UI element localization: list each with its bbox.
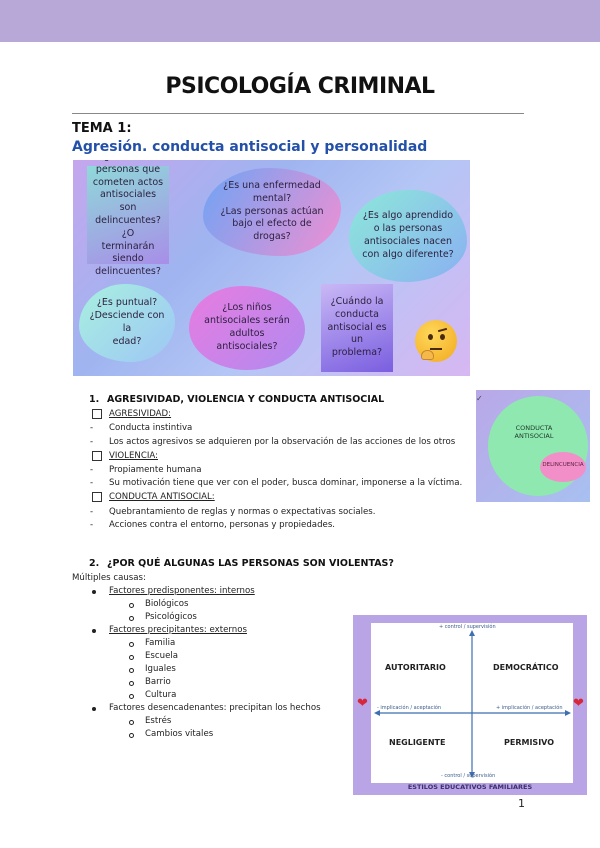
antisocial-label-line: CONDUCTA: [515, 424, 553, 432]
sub-bullet-marker: [129, 603, 134, 608]
tema-label: TEMA 1:: [72, 121, 132, 136]
q6-line: ¿Cuándo la: [330, 295, 384, 307]
styles-caption: ESTILOS EDUCATIVOS FAMILIARES: [407, 783, 533, 791]
q6-line: problema?: [331, 347, 383, 359]
section-2-heading: [89, 558, 394, 569]
bullet-marker: [92, 629, 96, 633]
factor-item: Iguales: [145, 664, 176, 674]
q3-line: ¿Es algo aprendido: [362, 210, 454, 222]
axis-label-bottom: - control / supervisión: [441, 773, 496, 779]
broken-heart-icon: ❤: [357, 696, 368, 711]
factor-label: Factores predisponentes: internos: [109, 586, 255, 596]
axis-label-left: - implicación / aceptación: [377, 705, 442, 711]
antisocial-label: [504, 424, 564, 441]
factor-item: Biológicos: [145, 599, 189, 609]
list-item: Acciones contra el entorno, personas y propiedades.: [109, 520, 336, 530]
q1-line: delincuentes?: [95, 266, 161, 278]
factor-item: Barrio: [145, 677, 171, 687]
checkbox-icon: [92, 409, 102, 419]
page-number: 1: [518, 797, 525, 810]
q1-line: personas que: [95, 163, 161, 175]
sub-bullet-marker: [129, 668, 134, 673]
top-color-band: [0, 0, 600, 42]
sub-bullet-marker: [129, 642, 134, 647]
section-2-number: 2.: [89, 558, 100, 569]
quadrant-democratico: DEMOCRÁTICO: [493, 663, 559, 672]
checkbox-icon: [92, 451, 102, 461]
axis-arrow-up: [469, 630, 475, 636]
thinking-face-icon: [415, 320, 457, 362]
dash-marker: -: [90, 478, 94, 488]
axis-arrow-right: [565, 710, 571, 716]
section-1-number: 1.: [89, 394, 100, 405]
title-divider: [72, 113, 524, 114]
quadrant-autoritario: AUTORITARIO: [385, 663, 446, 672]
q5-line: ¿Los niños: [222, 302, 272, 314]
heart-icon: ❤: [573, 696, 584, 711]
question-card-1: [87, 163, 169, 278]
list-item: Conducta instintiva: [109, 423, 193, 433]
q3-line: antisociales nacen: [363, 236, 453, 247]
factor-item: Escuela: [145, 651, 179, 661]
sub-bullet-marker: [129, 655, 134, 660]
factor-item: Cambios vitales: [145, 729, 214, 739]
dash-marker: -: [90, 507, 94, 517]
factor-item: Cultura: [145, 690, 177, 700]
quadrant-negligente: NEGLIGENTE: [389, 738, 446, 747]
sub-bullet-marker: [129, 681, 134, 686]
list-item: Quebrantamiento de reglas y normas o expectativas sociales.: [109, 507, 376, 517]
bullet-marker: [92, 590, 96, 594]
delincuencia-label: DELINCUENCIA: [542, 462, 584, 468]
q4-line: ¿Desciende con la: [89, 310, 165, 334]
q5-line: adultos antisociales?: [216, 328, 278, 352]
list-item: Propiamente humana: [109, 465, 202, 475]
q1-line: antisociales son: [99, 189, 157, 214]
antisocial-label-line: ANTISOCIAL: [514, 432, 554, 441]
q2-line: ¿Es una enfermedad: [223, 179, 321, 191]
sub-bullet-marker: [129, 616, 134, 621]
q6-line: conducta: [335, 308, 379, 320]
q2-line: bajo el efecto de drogas?: [232, 218, 312, 243]
sub-bullet-marker: [129, 733, 134, 738]
group-label-agresividad: AGRESIVIDAD:: [109, 409, 172, 419]
q3-line: con algo diferente?: [362, 248, 454, 260]
dash-marker: -: [90, 437, 94, 447]
section-1-title: AGRESIVIDAD, VIOLENCIA Y CONDUCTA ANTISOCIAL: [107, 394, 385, 405]
q2-line: mental?: [252, 192, 292, 204]
section-2-title: ¿POR QUÉ ALGUNAS LAS PERSONAS SON VIOLENTAS?: [107, 558, 394, 569]
sub-bullet-marker: [129, 720, 134, 725]
document-title: PSICOLOGÍA CRIMINAL: [165, 74, 435, 99]
delincuencia-circle: [540, 452, 586, 482]
parenting-styles-diagram: [353, 615, 587, 795]
axis-label-top: + control / supervisión: [439, 624, 496, 630]
section-1-heading: [89, 394, 384, 405]
question-bubble-2: [203, 168, 341, 256]
tema-subtitle: Agresión. conducta antisocial y personalidad: [72, 139, 428, 155]
q4-line: edad?: [112, 335, 142, 347]
group-label-violencia: VIOLENCIA:: [109, 451, 158, 461]
axes-graphic: [371, 623, 573, 783]
q5-line: antisociales serán: [204, 315, 290, 327]
bullet-marker: [92, 707, 96, 711]
list-item: Los actos agresivos se adquieren por la observación de las acciones de los otros: [109, 437, 456, 447]
question-bubble-4: [79, 284, 175, 362]
q6-line: antisocial es un: [327, 321, 387, 346]
q1-line: delincuentes? ¿O: [95, 215, 161, 239]
q3-line: o las personas: [373, 223, 443, 235]
question-bubble-5: [189, 286, 305, 370]
list-item: Su motivación tiene que ver con el poder, busca dominar, imponerse a la víctima.: [109, 478, 463, 488]
q2-line: ¿Las personas actúan: [220, 205, 324, 217]
question-bubble-3: [349, 190, 467, 282]
factor-item: Estrés: [145, 716, 172, 726]
q4-line: ¿Es puntual?: [96, 297, 158, 309]
antisocial-circle-diagram: [476, 390, 590, 502]
factor-item: Familia: [145, 638, 176, 648]
quadrant-permisivo: PERMISIVO: [504, 738, 555, 747]
dash-marker: -: [90, 423, 94, 433]
factor-label: Factores precipitantes: externos: [109, 625, 247, 635]
questions-collage: [73, 160, 470, 376]
antisocial-circle: [488, 396, 588, 496]
styles-quadrant-panel: [371, 623, 573, 783]
q1-line: terminarán siendo: [101, 240, 155, 265]
dash-marker: -: [90, 465, 94, 475]
q1-line: cometen actos: [92, 176, 164, 188]
question-card-6: [321, 284, 393, 372]
factor-item: Psicológicos: [145, 612, 197, 622]
checkbox-icon: [92, 492, 102, 502]
factor-label: Factores desencadenantes: precipitan los hechos: [109, 703, 321, 713]
dash-marker: -: [90, 520, 94, 530]
section-2-intro: Múltiples causas:: [72, 573, 146, 583]
sub-bullet-marker: [129, 694, 134, 699]
group-label-conducta-antisocial: CONDUCTA ANTISOCIAL:: [109, 492, 215, 502]
check-mark: ✓: [476, 394, 483, 403]
axis-label-right: + implicación / aceptación: [496, 705, 563, 711]
